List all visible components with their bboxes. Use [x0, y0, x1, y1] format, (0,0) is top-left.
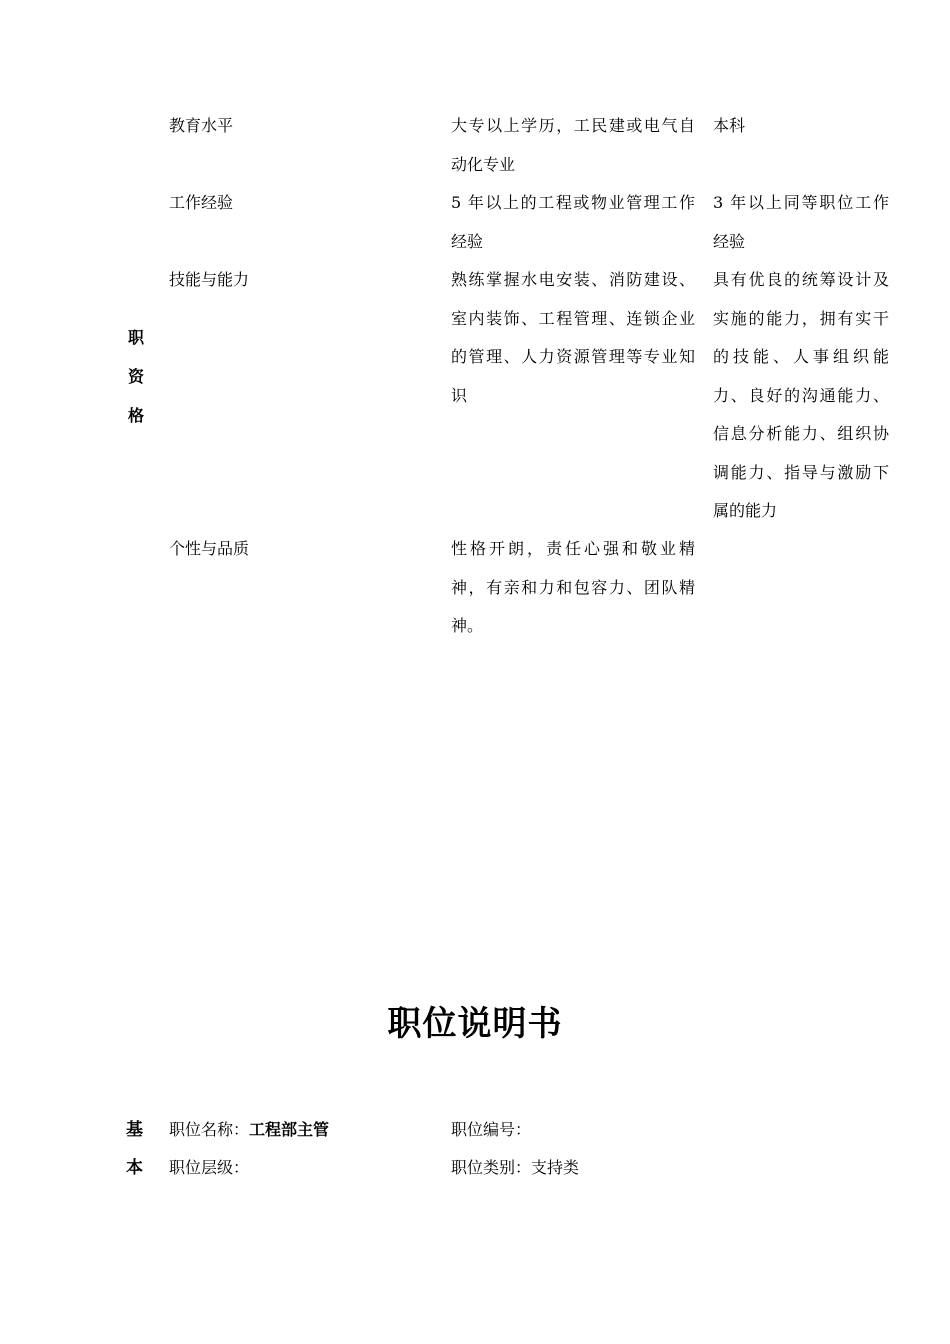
- text-line: 室内装饰、工程管理、连锁企业: [451, 308, 695, 328]
- text-line: 经验: [713, 231, 746, 251]
- requirement-education: [451, 107, 695, 184]
- text-line: 力、良好的沟通能力、: [713, 385, 889, 405]
- position-name-field: [169, 1111, 329, 1149]
- row-label-education: 教育水平: [169, 116, 234, 135]
- position-code-field: [451, 1111, 531, 1149]
- text-line: 熟练掌握水电安装、消防建设、: [451, 270, 695, 289]
- text-line: 识: [451, 385, 468, 405]
- text-line: 5 年以上的工程或物业管理工作: [451, 193, 695, 212]
- text-line: 3 年以上同等职位工作: [713, 193, 889, 212]
- side-char: 格: [127, 406, 144, 425]
- basic-side-label-1: 基: [126, 1120, 143, 1140]
- row-label-skills: 技能与能力: [169, 270, 250, 289]
- text-line: 具有优良的统筹设计及: [713, 270, 889, 289]
- preferred-education: [713, 107, 889, 146]
- text-line: 动化专业: [451, 154, 516, 174]
- text-line: 属的能力: [713, 501, 778, 520]
- position-name-value: 工程部主管: [249, 1120, 330, 1139]
- position-category-field: [451, 1149, 579, 1187]
- text-line: 调能力、指导与激励下: [713, 462, 889, 482]
- text-line: 的管理、人力资源管理等专业知: [451, 347, 695, 366]
- text-line: 信息分析能力、组织协: [713, 424, 889, 443]
- text-line: 神。: [451, 616, 484, 635]
- requirement-experience: [451, 184, 695, 261]
- row-label-personality: 个性与品质: [169, 539, 250, 558]
- position-name-label: 职位名称：: [169, 1120, 250, 1139]
- requirement-skills: [451, 261, 695, 415]
- qualification-side-label: [126, 318, 146, 435]
- position-level-field: [169, 1149, 249, 1187]
- position-level-label: 职位层级：: [169, 1158, 250, 1177]
- text-line: 经验: [451, 231, 484, 251]
- side-char: 职: [127, 328, 144, 347]
- side-char: 资: [127, 367, 144, 386]
- text-line: 实施的能力，拥有实干: [713, 308, 889, 328]
- text-line: 性格开朗，责任心强和敬业精: [451, 539, 695, 558]
- preferred-experience: [713, 184, 889, 261]
- position-code-label: 职位编号：: [451, 1120, 532, 1139]
- basic-side-label-2: 本: [126, 1158, 143, 1178]
- requirement-personality: [451, 530, 695, 646]
- position-category-label: 职位类别：: [451, 1158, 532, 1177]
- text-line: 本科: [713, 116, 746, 135]
- text-line: 大专以上学历，工民建或电气自: [451, 116, 695, 135]
- text-line: 神，有亲和力和包容力、团队精: [451, 577, 695, 597]
- position-category-value: 支持类: [531, 1158, 580, 1177]
- preferred-skills: [713, 261, 889, 531]
- row-label-experience: 工作经验: [169, 193, 234, 212]
- document-title: 职位说明书: [387, 1004, 563, 1044]
- text-line: 的技能、人事组织能: [713, 347, 889, 366]
